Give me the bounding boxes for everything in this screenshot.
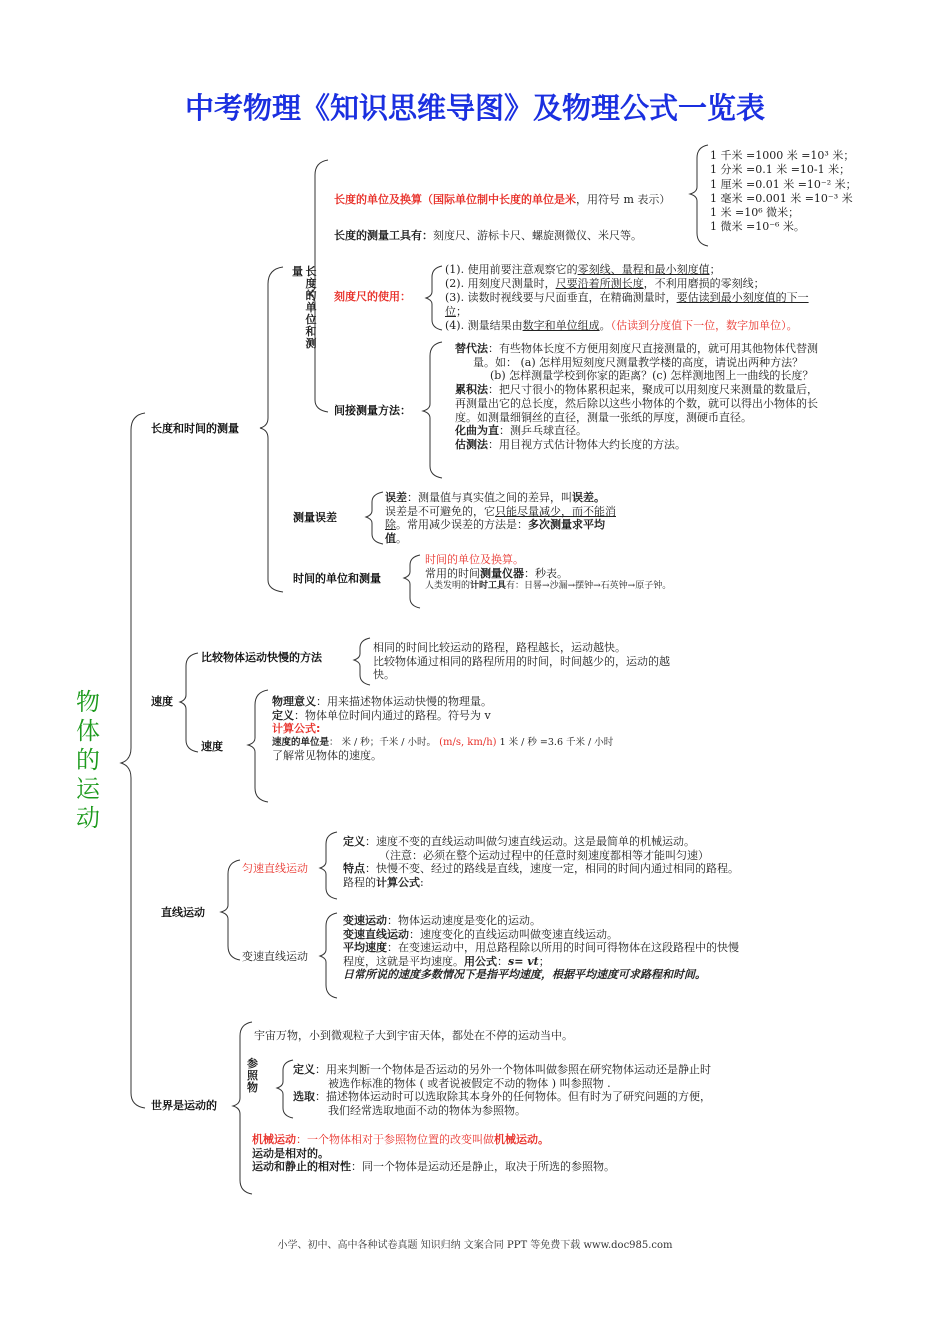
reference-object-label: 参 照 物 <box>247 1057 258 1094</box>
universe-motion-text: 宇宙万物，小到微观粒子大到宇宙天体，都处在不停的运动当中。 <box>254 1029 573 1042</box>
time-measurement-text: 时间的单位及换算。 常用的时间测量仪器：秒表。 人类发明的计时工具有：日晷→沙漏→摆钟→石英钟→原子钟。 <box>425 553 672 591</box>
variable-motion-text: 变速运动：物体运动速度是变化的运动。 变速直线运动：速度变化的直线运动叫做变速直线运动。 平均速度：在变速运动中，用总路程除以所用的时间可得物体在这段路程中的快慢 程度，这就是平均速度。用公式：s= vt； 日常所说的速度多数情况下是指平均速度，根据平均速度可求路程和时间。 <box>343 914 739 981</box>
root-char: 物 <box>76 688 100 716</box>
speed-section-label: 速度 <box>151 695 173 708</box>
conversion-item: 1 毫米 =0.001 米 =10⁻³ 米 <box>710 191 853 205</box>
conversion-list <box>710 149 857 235</box>
measurement-error-label: 测量误差 <box>293 511 337 524</box>
accumulation-method-cont: 度。如测量细铜丝的直径，测量一张纸的厚度，测硬币直径。 <box>455 410 752 424</box>
estimation-method: 估测法：用目视方式估计物体大约长度的方法。 <box>455 437 686 451</box>
ruler-usage-list <box>445 263 809 333</box>
substitution-method-cont: 量。如： (a) 怎样用短刻度尺测量教学楼的高度，请说出两种方法？ <box>473 355 804 369</box>
unit-group-label-b: 长度的单位和测 <box>305 265 317 350</box>
accumulation-method: 累积法：把尺寸很小的物体累积起来，聚成可以用刻度尺来测量的数量后， <box>455 383 818 397</box>
uniform-motion-label: 匀速直线运动 <box>242 862 308 875</box>
footer-text: 小学、初中、高中各种试卷真题 知识归纳 文案合同 PPT 等免费下载 www.doc985.com <box>277 1240 673 1251</box>
compare-speed-label: 比较物体运动快慢的方法 <box>201 651 322 664</box>
conversion-item: 1 厘米 =0.01 米 =10⁻² 米； <box>710 177 857 191</box>
ruler-rule-4: (4). 测量结果由数字和单位组成。（估读到分度值下一位，数字加单位）。 <box>445 319 798 332</box>
accumulation-method-cont: 再测量出它的总长度，然后除以这些小物体的个数，就可以得出小物体的长 <box>455 396 818 410</box>
unit-group-label-a: 量 <box>292 265 303 278</box>
length-time-label: 长度和时间的测量 <box>151 422 239 435</box>
page-title: 中考物理《知识思维导图》及物理公式一览表 <box>184 91 765 125</box>
ruler-rule-3-cont: 位； <box>445 305 467 318</box>
curve-to-line-method: 化曲为直：测乒乓球直径。 <box>455 424 587 438</box>
unit-conversion-label: 长度的单位及换算（国际单位制中长度的单位是米，用符号 m 表示） <box>334 193 671 206</box>
root-char: 动 <box>76 804 100 832</box>
root-char: 体 <box>76 717 100 745</box>
root-char: 运 <box>76 775 100 803</box>
conversion-item: 1 千米 =1000 米 =10³ 米； <box>710 149 855 162</box>
conversion-item: 1 分米 =0.1 米 =10-1 米； <box>710 163 851 177</box>
ruler-rule-1: (1). 使用前要注意观察它的零刻线、量程和最小刻度值； <box>445 263 721 276</box>
ruler-usage-label: 刻度尺的使用： <box>334 290 411 303</box>
measurement-error-text: 误差：测量值与真实值之间的差异，叫误差。 误差是不可避免的，它只能尽量减少，而不能消 除。常用减少误差的方法是：多次测量求平均 值。 <box>385 491 616 545</box>
reference-object-text: 定义：用来判断一个物体是否运动的另外一个物体叫做参照在研究物体运动还是静止时 被选作标准的物体 ( 或者说被假定不动的物体 ) 叫参照物 . 选取：描述物体运动时可以选取除其本身外的任何物体。但有时为了研究问题的方便， 我们经常选取地面不动的物体为参照物。 <box>293 1063 711 1117</box>
indirect-method-label: 间接测量方法： <box>334 404 411 417</box>
world-motion-label: 世界是运动的 <box>151 1099 217 1112</box>
ruler-rule-3: (3). 读数时视线要与尺面垂直，在精确测量时，要估读到最小刻度值的下一 <box>445 291 809 304</box>
compare-speed-text: 相同的时间比较运动的路程，路程越长，运动越快。 比较物体通过相同的路程所用的时间，时间越少的，运动的越 快。 <box>373 641 670 681</box>
uniform-motion-text: 定义：速度不变的直线运动叫做匀速直线运动。这是最简单的机械运动。 （注意：必须在整个运动过程中的任意时刻速度都相等才能叫匀速） 特点：快慢不变、经过的路线是直线，速度一定，相同的时间内通过相同的路程。 路程的计算公式: <box>343 835 739 889</box>
conversion-item: 1 微米 =10⁻⁶ 米。 <box>710 220 805 234</box>
substitution-method-cont: (b) 怎样测量学校到你家的距离？(c) 怎样测地图上一曲线的长度？ <box>490 369 814 383</box>
time-measurement-label: 时间的单位和测量 <box>293 572 381 585</box>
conversion-item: 1 米 =10⁶ 微米； <box>710 206 800 220</box>
root-char: 的 <box>76 746 100 774</box>
speed-detail-text: 物理意义：用来描述物体运动快慢的物理量。 定义：物体单位时间内通过的路程。符号为 v 计算公式: 速度的单位是： 米 / 秒；千米 / 小时。 (m/s, km/h) 1 米 / 秒 =3.6 千米 / 小时 了解常见物体的速度。 <box>272 695 614 762</box>
indirect-method-list <box>455 342 818 452</box>
speed-label: 速度 <box>201 740 223 753</box>
ruler-rule-2: (2). 用刻度尺测量时，尺要沿着所测长度，不利用磨损的零刻线； <box>445 277 765 290</box>
tools-line: 长度的测量工具有：刻度尺、游标卡尺、螺旋测微仪、米尺等。 <box>334 229 642 242</box>
substitution-method: 替代法：有些物体长度不方便用刻度尺直接测量的，就可用其他物体代替测 <box>455 342 818 355</box>
mechanical-motion-text: 机械运动：一个物体相对于参照物位置的改变叫做机械运动。 运动是相对的。 运动和静止的相对性：同一个物体是运动还是静止，取决于所选的参照物。 <box>252 1133 615 1173</box>
variable-motion-label: 变速直线运动 <box>242 950 308 963</box>
linear-motion-label: 直线运动 <box>161 906 205 919</box>
